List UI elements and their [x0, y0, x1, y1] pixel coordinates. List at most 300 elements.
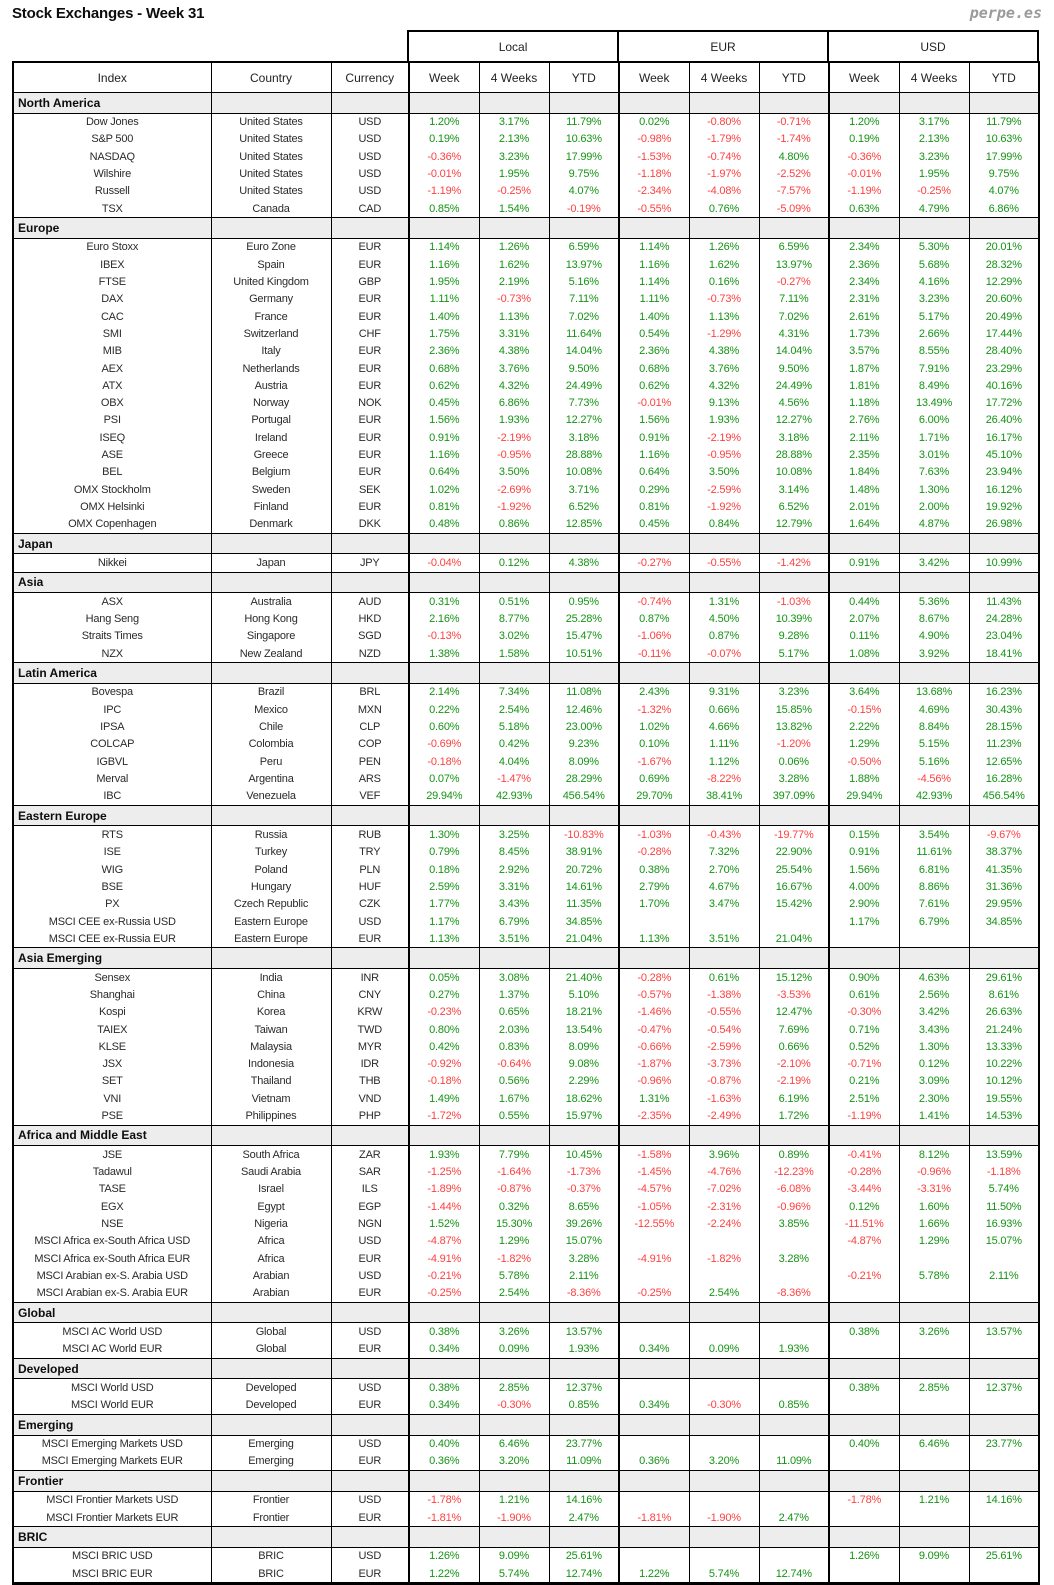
- currency-cell: ZAR: [331, 1146, 409, 1164]
- value-cell: 3.76%: [479, 360, 549, 377]
- value-cell: 24.49%: [549, 377, 619, 394]
- section-cell: [969, 1471, 1039, 1492]
- value-cell: 23.04%: [969, 628, 1039, 645]
- value-cell: 16.12%: [969, 481, 1039, 498]
- value-cell: 2.56%: [899, 986, 969, 1003]
- value-cell: 8.65%: [549, 1198, 619, 1215]
- value-cell: 0.12%: [829, 1198, 899, 1215]
- value-cell: -1.46%: [619, 1004, 689, 1021]
- currency-cell: JPY: [331, 554, 409, 572]
- section-cell: [899, 1358, 969, 1379]
- value-cell: [759, 1379, 829, 1397]
- value-cell: 7.91%: [899, 360, 969, 377]
- page-header: [12, 4, 1042, 29]
- table-row: [13, 1379, 1039, 1397]
- value-cell: 7.02%: [549, 308, 619, 325]
- value-cell: 16.67%: [759, 878, 829, 895]
- value-cell: 17.72%: [969, 394, 1039, 411]
- value-cell: 3.42%: [899, 554, 969, 572]
- value-cell: 4.32%: [479, 377, 549, 394]
- index-cell: MSCI Frontier Markets USD: [46, 1494, 179, 1507]
- value-cell: -0.28%: [619, 844, 689, 861]
- value-cell: 6.59%: [759, 238, 829, 256]
- country-cell: South Africa: [211, 1146, 331, 1164]
- index-cell: Sensex: [94, 971, 130, 984]
- index-cell: SET: [101, 1075, 123, 1088]
- index-cell: Wilshire: [93, 168, 131, 181]
- value-cell: 3.47%: [689, 896, 759, 913]
- country-cell: Eastern Europe: [211, 930, 331, 948]
- table-row: [13, 113, 1039, 131]
- section-cell: [899, 93, 969, 114]
- value-cell: 3.71%: [549, 481, 619, 498]
- value-cell: 2.13%: [479, 131, 549, 148]
- table-row: [13, 628, 1039, 645]
- section-cell: [331, 533, 409, 554]
- index-cell: Dow Jones: [85, 116, 139, 129]
- value-cell: -2.19%: [689, 429, 759, 446]
- index-cell: OBX: [100, 397, 124, 410]
- value-cell: -0.30%: [829, 1004, 899, 1021]
- section-cell: [409, 1527, 479, 1548]
- section-cell: [759, 1415, 829, 1436]
- value-cell: 15.07%: [549, 1233, 619, 1250]
- value-cell: 0.66%: [759, 1038, 829, 1055]
- value-cell: 2.47%: [549, 1509, 619, 1527]
- value-cell: -10.83%: [549, 826, 619, 844]
- section-title: Africa and Middle East: [18, 1128, 147, 1143]
- section-title: Asia Emerging: [18, 951, 103, 966]
- section-cell: [549, 805, 619, 826]
- value-cell: -1.82%: [689, 1250, 759, 1267]
- section-cell: [549, 1125, 619, 1146]
- section-cell: [409, 948, 479, 969]
- currency-cell: EUR: [331, 429, 409, 446]
- section-cell: [899, 218, 969, 239]
- value-cell: -2.19%: [759, 1073, 829, 1090]
- value-cell: 3.18%: [549, 429, 619, 446]
- value-cell: 25.61%: [549, 1547, 619, 1565]
- value-cell: 3.76%: [689, 360, 759, 377]
- col-header-4weeks-usd: 4 Weeks: [899, 62, 969, 93]
- section-cell: [969, 218, 1039, 239]
- value-cell: 13.68%: [899, 683, 969, 701]
- table-row: [13, 429, 1039, 446]
- section-cell: [211, 663, 331, 684]
- value-cell: 38.41%: [689, 788, 759, 806]
- value-cell: 3.23%: [899, 291, 969, 308]
- value-cell: [829, 1397, 899, 1415]
- country-cell: Thailand: [211, 1073, 331, 1090]
- value-cell: -1.90%: [689, 1509, 759, 1527]
- index-cell: PSE: [101, 1109, 123, 1122]
- value-cell: -0.50%: [829, 753, 899, 770]
- value-cell: 8.55%: [899, 343, 969, 360]
- section-cell: [689, 1125, 759, 1146]
- currency-cell: NOK: [331, 394, 409, 411]
- value-cell: 15.30%: [479, 1215, 549, 1232]
- value-cell: -12.23%: [759, 1163, 829, 1180]
- value-cell: 3.31%: [479, 878, 549, 895]
- section-cell: [899, 572, 969, 593]
- value-cell: [759, 1547, 829, 1565]
- section-cell: [479, 1302, 549, 1323]
- value-cell: 15.07%: [969, 1233, 1039, 1250]
- currency-cell: RUB: [331, 826, 409, 844]
- value-cell: -2.59%: [689, 481, 759, 498]
- table-row: [13, 1397, 1039, 1415]
- country-cell: Emerging: [211, 1453, 331, 1471]
- value-cell: [899, 1285, 969, 1303]
- currency-cell: EUR: [331, 377, 409, 394]
- section-cell: [479, 572, 549, 593]
- value-cell: -1.92%: [479, 498, 549, 515]
- value-cell: [619, 1379, 689, 1397]
- value-cell: -0.95%: [479, 446, 549, 463]
- index-cell: IBEX: [100, 258, 125, 271]
- index-cell: BEL: [102, 466, 123, 479]
- table-row: [13, 1565, 1039, 1584]
- value-cell: 0.87%: [689, 628, 759, 645]
- index-cell: ISEQ: [99, 431, 125, 444]
- country-cell: Germany: [211, 291, 331, 308]
- value-cell: 12.85%: [549, 516, 619, 534]
- value-cell: -0.21%: [829, 1267, 899, 1284]
- value-cell: -9.67%: [969, 826, 1039, 844]
- section-cell: [969, 93, 1039, 114]
- index-cell: MSCI Arabian ex-S. Arabia USD: [36, 1269, 188, 1282]
- value-cell: -0.04%: [409, 554, 479, 572]
- section-cell: [969, 533, 1039, 554]
- value-cell: 4.87%: [899, 516, 969, 534]
- value-cell: -4.76%: [689, 1163, 759, 1180]
- value-cell: -1.03%: [619, 826, 689, 844]
- value-cell: 4.32%: [689, 377, 759, 394]
- index-cell: DAX: [101, 293, 124, 306]
- value-cell: 5.30%: [899, 238, 969, 256]
- value-cell: -1.53%: [619, 148, 689, 165]
- value-cell: 9.28%: [759, 628, 829, 645]
- value-cell: 23.77%: [549, 1435, 619, 1453]
- index-cell: COLCAP: [90, 738, 135, 751]
- value-cell: [829, 930, 899, 948]
- value-cell: 0.62%: [619, 377, 689, 394]
- value-cell: -1.82%: [479, 1250, 549, 1267]
- country-cell: Arabian: [211, 1285, 331, 1303]
- value-cell: 21.04%: [759, 930, 829, 948]
- value-cell: 0.60%: [409, 718, 479, 735]
- value-cell: 14.16%: [549, 1491, 619, 1509]
- value-cell: 0.42%: [409, 1038, 479, 1055]
- currency-cell: USD: [331, 1267, 409, 1284]
- value-cell: 12.74%: [549, 1565, 619, 1584]
- value-cell: 3.20%: [479, 1453, 549, 1471]
- section-cell: [689, 1415, 759, 1436]
- currency-cell: PEN: [331, 753, 409, 770]
- section-cell: [829, 805, 899, 826]
- value-cell: 1.11%: [619, 291, 689, 308]
- value-cell: -0.87%: [689, 1073, 759, 1090]
- section-cell: [331, 218, 409, 239]
- value-cell: 5.68%: [899, 256, 969, 273]
- value-cell: 9.50%: [759, 360, 829, 377]
- value-cell: -1.92%: [689, 498, 759, 515]
- value-cell: -0.74%: [619, 593, 689, 611]
- value-cell: 4.56%: [759, 394, 829, 411]
- value-cell: 2.36%: [829, 256, 899, 273]
- value-cell: 3.23%: [479, 148, 549, 165]
- value-cell: 28.32%: [969, 256, 1039, 273]
- value-cell: 1.16%: [619, 256, 689, 273]
- value-cell: 26.98%: [969, 516, 1039, 534]
- value-cell: 14.61%: [549, 878, 619, 895]
- value-cell: 2.36%: [619, 343, 689, 360]
- value-cell: 9.50%: [549, 360, 619, 377]
- value-cell: 3.50%: [689, 464, 759, 481]
- section-cell: [829, 1358, 899, 1379]
- value-cell: 0.62%: [409, 377, 479, 394]
- index-cell: EGX: [100, 1200, 124, 1213]
- value-cell: -0.55%: [689, 554, 759, 572]
- section-cell: [549, 1527, 619, 1548]
- value-cell: 1.13%: [409, 930, 479, 948]
- value-cell: -0.98%: [619, 131, 689, 148]
- value-cell: 0.27%: [409, 986, 479, 1003]
- value-cell: 4.07%: [969, 183, 1039, 200]
- table-row: [13, 1073, 1039, 1090]
- value-cell: 4.80%: [759, 148, 829, 165]
- value-cell: 4.07%: [549, 183, 619, 200]
- value-cell: -0.36%: [829, 148, 899, 165]
- country-cell: Hungary: [211, 878, 331, 895]
- value-cell: [619, 1233, 689, 1250]
- value-cell: 0.38%: [409, 1379, 479, 1397]
- value-cell: 3.85%: [759, 1215, 829, 1232]
- index-cell: RTS: [101, 829, 123, 842]
- value-cell: [619, 1491, 689, 1509]
- country-cell: United States: [211, 148, 331, 165]
- section-cell: [619, 572, 689, 593]
- country-cell: United States: [211, 183, 331, 200]
- section-cell: [211, 218, 331, 239]
- value-cell: 17.44%: [969, 325, 1039, 342]
- currency-cell: EUR: [331, 291, 409, 308]
- section-title: Developed: [18, 1361, 79, 1376]
- value-cell: 456.54%: [969, 788, 1039, 806]
- value-cell: 2.90%: [829, 896, 899, 913]
- section-cell: [549, 663, 619, 684]
- value-cell: 1.30%: [409, 826, 479, 844]
- country-cell: France: [211, 308, 331, 325]
- table-row: [13, 1055, 1039, 1072]
- table-row: [13, 498, 1039, 515]
- value-cell: 7.79%: [479, 1146, 549, 1164]
- section-cell: [899, 1527, 969, 1548]
- value-cell: 2.19%: [479, 273, 549, 290]
- value-cell: -8.36%: [549, 1285, 619, 1303]
- country-cell: Finland: [211, 498, 331, 515]
- value-cell: 26.63%: [969, 1004, 1039, 1021]
- value-cell: 1.38%: [409, 645, 479, 663]
- value-cell: 9.75%: [969, 165, 1039, 182]
- index-cell: MIB: [102, 345, 122, 358]
- value-cell: 0.38%: [409, 1323, 479, 1341]
- value-cell: 0.56%: [479, 1073, 549, 1090]
- value-cell: -2.52%: [759, 165, 829, 182]
- value-cell: [829, 1285, 899, 1303]
- value-cell: -2.35%: [619, 1107, 689, 1125]
- value-cell: 10.51%: [549, 645, 619, 663]
- section-cell: [899, 948, 969, 969]
- value-cell: 12.29%: [969, 273, 1039, 290]
- section-cell: [759, 1125, 829, 1146]
- value-cell: 1.02%: [619, 718, 689, 735]
- value-cell: 20.60%: [969, 291, 1039, 308]
- country-cell: Chile: [211, 718, 331, 735]
- value-cell: [619, 1267, 689, 1284]
- value-cell: [689, 913, 759, 930]
- value-cell: 13.97%: [549, 256, 619, 273]
- value-cell: 7.11%: [759, 291, 829, 308]
- value-cell: -1.90%: [479, 1509, 549, 1527]
- section-cell: [211, 1471, 331, 1492]
- value-cell: 39.26%: [549, 1215, 619, 1232]
- value-cell: -1.29%: [689, 325, 759, 342]
- value-cell: -0.37%: [549, 1181, 619, 1198]
- section-title: Japan: [18, 536, 53, 551]
- currency-cell: THB: [331, 1073, 409, 1090]
- value-cell: 7.02%: [759, 308, 829, 325]
- country-cell: Frontier: [211, 1509, 331, 1527]
- value-cell: 0.65%: [479, 1004, 549, 1021]
- table-row: [13, 593, 1039, 611]
- table-row: [13, 308, 1039, 325]
- table-row: [13, 930, 1039, 948]
- value-cell: -1.64%: [479, 1163, 549, 1180]
- value-cell: -1.25%: [409, 1163, 479, 1180]
- section-row: [13, 1527, 1039, 1548]
- value-cell: 0.06%: [759, 753, 829, 770]
- value-cell: 1.29%: [829, 736, 899, 753]
- value-cell: 3.31%: [479, 325, 549, 342]
- site-watermark: perpe.es: [969, 4, 1042, 22]
- value-cell: 3.09%: [899, 1073, 969, 1090]
- index-cell: VNI: [103, 1092, 122, 1105]
- col-header-week-eur: Week: [619, 62, 689, 93]
- value-cell: 15.97%: [549, 1107, 619, 1125]
- currency-cell: IDR: [331, 1055, 409, 1072]
- index-cell: KLSE: [98, 1040, 126, 1053]
- value-cell: 2.07%: [829, 610, 899, 627]
- value-cell: 20.49%: [969, 308, 1039, 325]
- value-cell: 16.28%: [969, 770, 1039, 787]
- value-cell: 3.50%: [479, 464, 549, 481]
- value-cell: 1.29%: [479, 1233, 549, 1250]
- value-cell: 7.34%: [479, 683, 549, 701]
- currency-cell: KRW: [331, 1004, 409, 1021]
- value-cell: 1.11%: [409, 291, 479, 308]
- section-cell: [619, 533, 689, 554]
- value-cell: 2.11%: [829, 429, 899, 446]
- value-cell: -4.56%: [899, 770, 969, 787]
- value-cell: [969, 1453, 1039, 1471]
- value-cell: -2.31%: [689, 1198, 759, 1215]
- value-cell: 15.12%: [759, 968, 829, 986]
- table-row: [13, 1341, 1039, 1359]
- value-cell: -3.53%: [759, 986, 829, 1003]
- value-cell: 5.74%: [479, 1565, 549, 1584]
- section-cell: [829, 93, 899, 114]
- value-cell: -0.21%: [409, 1267, 479, 1284]
- value-cell: -0.25%: [899, 183, 969, 200]
- value-cell: 7.61%: [899, 896, 969, 913]
- section-cell: [409, 533, 479, 554]
- section-cell: [211, 948, 331, 969]
- section-cell: [759, 533, 829, 554]
- value-cell: 1.72%: [759, 1107, 829, 1125]
- value-cell: 29.95%: [969, 896, 1039, 913]
- value-cell: 1.20%: [409, 113, 479, 131]
- value-cell: 4.38%: [549, 554, 619, 572]
- value-cell: 31.36%: [969, 878, 1039, 895]
- value-cell: 5.16%: [549, 273, 619, 290]
- currency-cell: TRY: [331, 844, 409, 861]
- value-cell: -4.91%: [409, 1250, 479, 1267]
- table-row: [13, 878, 1039, 895]
- value-cell: 2.13%: [899, 131, 969, 148]
- value-cell: 0.81%: [619, 498, 689, 515]
- value-cell: 3.96%: [689, 1146, 759, 1164]
- section-cell: [899, 1415, 969, 1436]
- index-cell: CAC: [100, 310, 124, 323]
- value-cell: 6.52%: [759, 498, 829, 515]
- value-cell: 12.74%: [759, 1565, 829, 1584]
- value-cell: [899, 1341, 969, 1359]
- section-cell: [211, 572, 331, 593]
- table-row: [13, 1215, 1039, 1232]
- section-cell: [331, 1302, 409, 1323]
- currency-cell: EUR: [331, 1565, 409, 1584]
- value-cell: 28.40%: [969, 343, 1039, 360]
- value-cell: 2.54%: [479, 1285, 549, 1303]
- value-cell: 12.65%: [969, 753, 1039, 770]
- value-cell: 4.38%: [689, 343, 759, 360]
- table-row: [13, 645, 1039, 663]
- currency-cell: MXN: [331, 701, 409, 718]
- value-cell: 0.69%: [619, 770, 689, 787]
- section-cell: [829, 1527, 899, 1548]
- table-row: [13, 238, 1039, 256]
- section-cell: [829, 533, 899, 554]
- value-cell: 23.00%: [549, 718, 619, 735]
- table-row: [13, 516, 1039, 534]
- section-cell: [619, 218, 689, 239]
- value-cell: -1.18%: [619, 165, 689, 182]
- value-cell: 1.77%: [409, 896, 479, 913]
- value-cell: 0.34%: [619, 1341, 689, 1359]
- value-cell: 0.66%: [689, 701, 759, 718]
- section-cell: [759, 572, 829, 593]
- value-cell: 9.13%: [689, 394, 759, 411]
- value-cell: 28.88%: [549, 446, 619, 463]
- currency-cell: SAR: [331, 1163, 409, 1180]
- country-cell: Global: [211, 1323, 331, 1341]
- country-cell: Eastern Europe: [211, 913, 331, 930]
- currency-cell: BRL: [331, 683, 409, 701]
- value-cell: 4.90%: [899, 628, 969, 645]
- value-cell: 0.34%: [409, 1341, 479, 1359]
- value-cell: 3.26%: [479, 1323, 549, 1341]
